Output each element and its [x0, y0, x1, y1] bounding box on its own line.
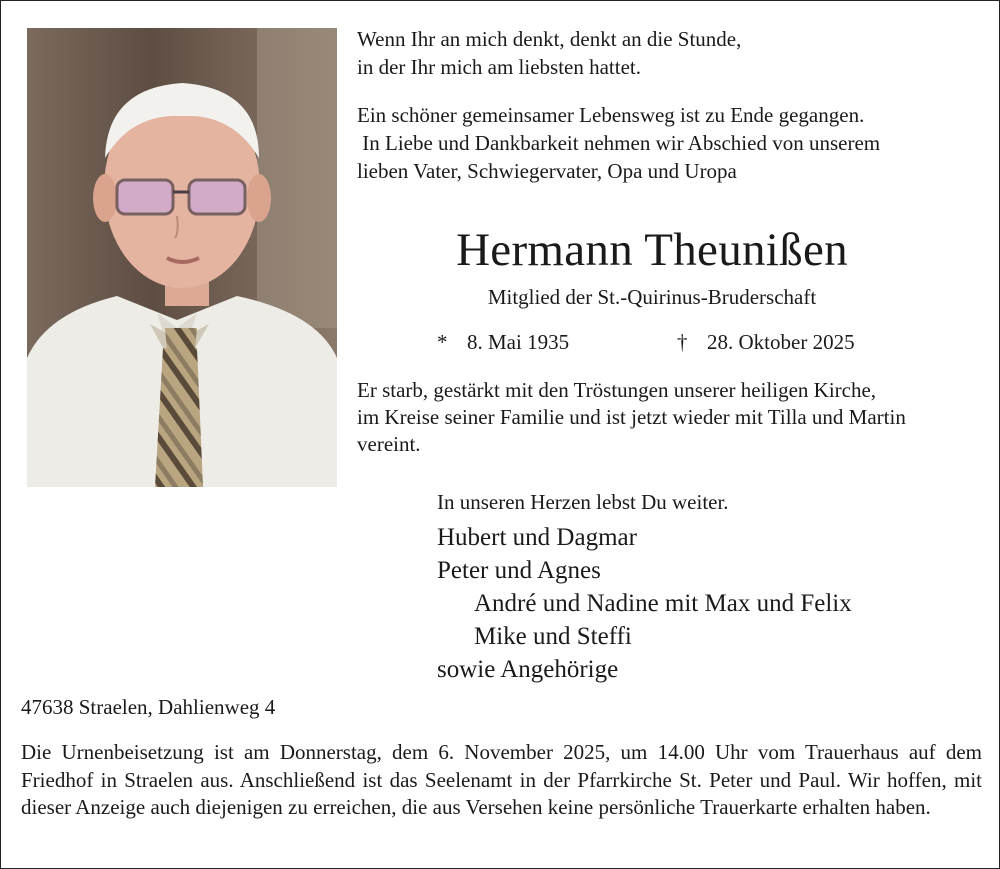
birth-date-value: 8. Mai 1935 [467, 330, 570, 354]
intro-line-3: lieben Vater, Schwiegervater, Opa und Uropa [357, 159, 737, 183]
death-notice-line-1: Er starb, gestärkt mit den Tröstungen unserer heiligen Kirche, [357, 378, 877, 402]
death-notice-line-3: vereint. [357, 432, 421, 456]
membership-line: Mitglied der St.-Quirinus-Bruderschaft [487, 285, 817, 309]
family-list [437, 521, 852, 686]
death-notice-text [357, 377, 982, 458]
address: 47638 Straelen, Dahlienweg 4 [21, 695, 276, 719]
family-member: Mike und Steffi [474, 623, 632, 650]
death-date [677, 328, 855, 356]
intro-line-2: In Liebe und Dankbarkeit nehmen wir Abschied von unserem [362, 131, 881, 155]
poem-line-2: in der Ihr mich am liebsten hattet. [357, 55, 641, 79]
intro-line-1: Ein schöner gemeinsamer Lebensweg ist zu Ende gegangen. [357, 103, 865, 127]
intro-text [357, 101, 880, 185]
poem-line-1: Wenn Ihr an mich denkt, denkt an die Stunde, [357, 27, 742, 51]
heart-line: In unseren Herzen lebst Du weiter. [437, 490, 729, 514]
cross-icon: † [677, 330, 688, 354]
family-member: André und Nadine mit Max und Felix [474, 590, 852, 617]
death-notice-line-2: im Kreise seiner Familie und ist jetzt wieder mit Tilla und Martin [357, 405, 906, 429]
portrait-photo [27, 28, 337, 487]
family-member: Hubert und Dagmar [437, 524, 637, 551]
family-member: sowie Angehörige [437, 656, 619, 683]
death-date-value: 28. Oktober 2025 [707, 330, 855, 354]
funeral-details: Die Urnenbeisetzung ist am Donnerstag, dem 6. November 2025, um 14.00 Uhr vom Trauerhaus auf dem Friedhof in Straelen aus. Anschließend ist das Seelenamt in der Pfarrkirche St. Peter und Paul. Wir hoffen, mit dieser Anzeige auch diejenigen zu erreichen, die aus Versehen keine persönliche Trauerkarte erhalten haben. [21, 740, 982, 819]
birth-star-icon: * [437, 330, 448, 354]
deceased-name: Hermann Theunißen [456, 224, 848, 276]
birth-date [437, 328, 569, 356]
family-member: Peter und Agnes [437, 557, 601, 584]
poem-verse [357, 25, 741, 81]
